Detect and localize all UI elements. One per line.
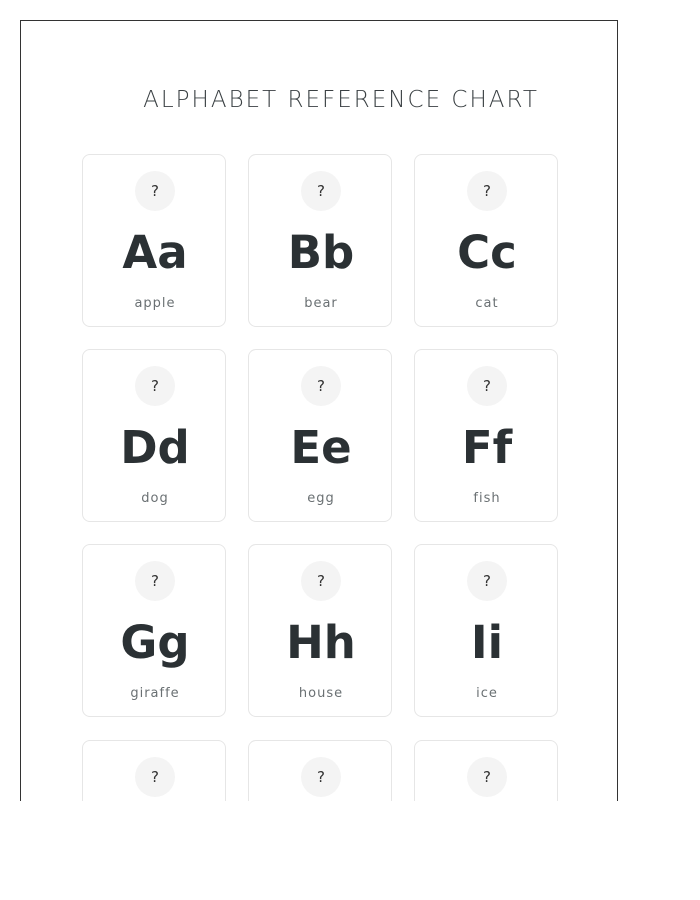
letter-pair: Bb — [287, 226, 355, 279]
letter-pair: Ii — [470, 616, 504, 669]
letter-card-a — [82, 154, 226, 327]
example-word: dog — [141, 491, 169, 506]
chart-sheet — [20, 20, 618, 801]
chart-title: ALPHABET REFERENCE CHART — [143, 87, 539, 113]
letter-pair: Ee — [290, 421, 352, 474]
placeholder-icon: ? — [135, 171, 175, 211]
letter-pair: Ff — [461, 421, 513, 474]
example-word: house — [298, 686, 344, 701]
letter-card-b — [248, 154, 392, 327]
example-word: apple — [134, 296, 176, 311]
letter-card-f — [414, 349, 558, 522]
placeholder-icon: ? — [301, 366, 341, 406]
letter-pair: Gg — [120, 616, 190, 669]
letter-card-k — [248, 740, 392, 801]
letter-pair: Aa — [122, 226, 188, 279]
letter-card-c — [414, 154, 558, 327]
placeholder-icon: ? — [135, 561, 175, 601]
placeholder-icon: ? — [135, 366, 175, 406]
placeholder-icon: ? — [301, 171, 341, 211]
letter-card-i — [414, 544, 558, 717]
placeholder-icon: ? — [301, 561, 341, 601]
example-word: bear — [304, 296, 338, 311]
placeholder-icon: ? — [467, 561, 507, 601]
letter-card-g — [82, 544, 226, 717]
example-word: giraffe — [130, 686, 180, 701]
letter-pair: Hh — [286, 616, 356, 669]
letter-card-d — [82, 349, 226, 522]
letter-card-j — [82, 740, 226, 801]
placeholder-icon: ? — [467, 757, 507, 797]
placeholder-icon: ? — [467, 171, 507, 211]
example-word: cat — [475, 296, 499, 311]
example-word: fish — [473, 491, 501, 506]
letter-pair: Dd — [120, 421, 190, 474]
letter-card-l — [414, 740, 558, 801]
letter-card-e — [248, 349, 392, 522]
placeholder-icon: ? — [301, 757, 341, 797]
example-word: ice — [476, 686, 498, 701]
letter-pair: Cc — [457, 226, 517, 279]
placeholder-icon: ? — [135, 757, 175, 797]
placeholder-icon: ? — [467, 366, 507, 406]
example-word: egg — [307, 491, 335, 506]
letter-card-h — [248, 544, 392, 717]
